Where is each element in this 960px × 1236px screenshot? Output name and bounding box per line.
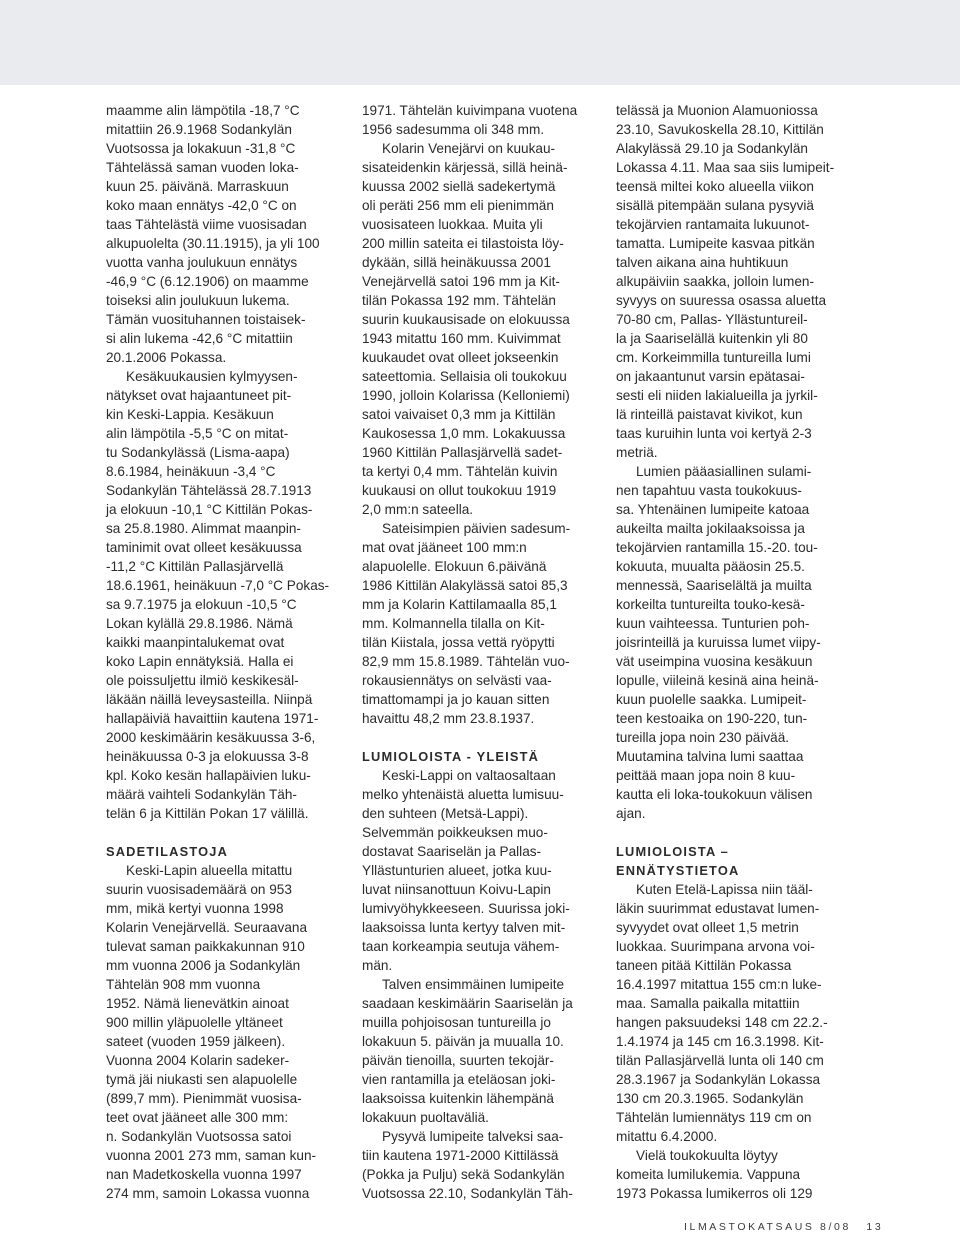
text-line: si alin lukema -42,6 °C mitattiin — [106, 331, 293, 346]
text-line: taneen pitää Kittilän Pokassa — [616, 958, 792, 973]
text-line: 2000 keskimäärin kesäkuussa 3-6, — [106, 730, 316, 745]
text-line: suurin vuosisademäärä on 953 — [106, 882, 292, 897]
text-line: korkeilta tuntureilta touko-kesä- — [616, 597, 805, 612]
text-line: -11,2 °C Kittilän Pallasjärvellä — [106, 559, 284, 574]
text-line: havaittu 48,2 mm 23.8.1937. — [362, 711, 535, 726]
text-line: Selvemmän poikkeuksen muo- — [362, 825, 548, 840]
text-line: vät useimpina vuosina kesäkuun — [616, 654, 813, 669]
text-line: mat ovat jääneet 100 mm:n — [362, 540, 527, 555]
text-line: syvyydet ovat olleet 1,5 metrin — [616, 920, 799, 935]
section-heading: ENNÄTYSTIETOA — [616, 863, 740, 878]
text-line: vien rantamilla ja eteläosan joki- — [362, 1072, 556, 1087]
text-line: Tähtelän 908 mm vuonna — [106, 977, 261, 992]
text-line: suurin kuukausisade on elokuussa — [362, 312, 570, 327]
text-line: Tähtelässä saman vuoden loka- — [106, 160, 299, 175]
text-line: sa 9.7.1975 ja elokuun -10,5 °C — [106, 597, 297, 612]
text-line: lä rinteillä paistavat kivikot, kun — [616, 407, 803, 422]
text-line: nan Madetkoskella vuonna 1997 — [106, 1167, 302, 1182]
text-line: 8.6.1984, heinäkuun -3,4 °C — [106, 464, 276, 479]
text-line: sisateidenkin kärjessä, sillä heinä- — [362, 160, 568, 175]
text-line: satoi vaivaiset 0,3 mm ja Kittilän — [362, 407, 556, 422]
text-line: ta kertyi 0,4 mm. Tähtelän kuivin — [362, 464, 558, 479]
text-line: tymä jäi niukasti sen alapuolelle — [106, 1072, 298, 1087]
text-line: taas Tähtelästä viime vuosisadan — [106, 217, 307, 232]
text-line: kuukausi on ollut toukokuu 1919 — [362, 483, 557, 498]
text-line: Kolarin Venejärvellä. Seuraavana — [106, 920, 308, 935]
text-line: 18.6.1961, heinäkuun -7,0 °C Pokas- — [106, 578, 330, 593]
header-band — [0, 0, 960, 85]
text-line: Vielä toukokuulta löytyy — [636, 1148, 778, 1163]
text-line: (Pokka ja Pulju) sekä Sodankylän — [362, 1167, 565, 1182]
text-line: metriä. — [616, 445, 658, 460]
text-line: Alakylässä 29.10 ja Sodankylän — [616, 141, 808, 156]
text-line: teen kestoaika on 190-220, tun- — [616, 711, 808, 726]
text-line: mm, mikä kertyi vuonna 1998 — [106, 901, 284, 916]
text-line: Vuotsossa 22.10, Sodankylän Täh- — [362, 1186, 573, 1201]
text-line: laaksoissa kuitenkin lähempänä — [362, 1091, 554, 1106]
text-line: 900 millin yläpuolelle yltäneet — [106, 1015, 283, 1030]
text-line: tekojärvien rantamilla 15.-20. tou- — [616, 540, 818, 555]
text-line: Kaukosessa 1,0 mm. Lokakuussa — [362, 426, 566, 441]
section-heading: LUMIOLOISTA – — [616, 844, 729, 859]
paragraph-gap — [616, 823, 856, 842]
text-line: nätykset ovat hajaantuneet pit- — [106, 388, 292, 403]
text-line: tilän Pallasjärvellä lunta oli 140 cm — [616, 1053, 824, 1068]
text-line: saadaan keskimäärin Saariselän ja — [362, 996, 573, 1011]
text-line: kuukaudet ovat olleet jokseenkin — [362, 350, 559, 365]
text-line: tamatta. Lumipeite kasvaa pitkän — [616, 236, 815, 251]
text-line: heinäkuussa 0-3 ja elokuussa 3-8 — [106, 749, 309, 764]
text-line: koko maan ennätys -42,0 °C on — [106, 198, 297, 213]
text-line: lopulle, viileinä kesinä aina heinä- — [616, 673, 819, 688]
text-line: oli peräti 256 mm eli pienimmän — [362, 198, 554, 213]
text-line: (899,7 mm). Pienimmät vuosisa- — [106, 1091, 302, 1106]
text-line: Vuotsossa ja lokakuun -31,8 °C — [106, 141, 296, 156]
text-line: ajan. — [616, 806, 646, 821]
text-line: muilla pohjoisosan tuntureilla jo — [362, 1015, 551, 1030]
text-line: 1952. Nämä lienevätkin ainoat — [106, 996, 289, 1011]
text-line: kin Keski-Lappia. Kesäkuun — [106, 407, 274, 422]
text-line: 1.4.1974 ja 145 cm 16.3.1998. Kit- — [616, 1034, 824, 1049]
text-line: alkupuolelta (30.11.1915), ja yli 100 — [106, 236, 320, 251]
text-line: teet ovat jääneet alle 300 mm: — [106, 1110, 289, 1125]
text-line: kpl. Koko kesän hallapäivien luku- — [106, 768, 311, 783]
page-number: 13 — [866, 1221, 884, 1233]
text-line: nen tapahtuu vasta toukokuus- — [616, 483, 802, 498]
text-line: Kuten Etelä-Lapissa niin tääl- — [636, 882, 813, 897]
text-line: 1956 sadesumma oli 348 mm. — [362, 122, 545, 137]
text-line: 1973 Pokassa lumikerros oli 129 — [616, 1186, 813, 1201]
text-line: peittää maan jopa noin 8 kuu- — [616, 768, 796, 783]
text-line: teensä miltei koko alueella viikon — [616, 179, 814, 194]
text-line: 200 millin sateita ei tilastoista löy- — [362, 236, 564, 251]
text-line: 1971. Tähtelän kuivimpana vuotena — [362, 103, 578, 118]
text-line: sa. Yhtenäinen lumipeite katoaa — [616, 502, 810, 517]
text-line: hangen paksuudeksi 148 cm 22.2.- — [616, 1015, 828, 1030]
text-line: läkin suurimmat edustavat lumen- — [616, 901, 820, 916]
text-line: Yllästunturien alueet, jotka kuu- — [362, 863, 552, 878]
text-line: tu Sodankylässä (Lisma-aapa) — [106, 445, 290, 460]
text-line: määrä vaihteli Sodankylän Täh- — [106, 787, 297, 802]
text-line: 130 cm 20.3.1965. Sodankylän — [616, 1091, 804, 1106]
text-line: cm. Korkeimmilla tuntureilla lumi — [616, 350, 811, 365]
text-line: Sodankylän Tähtelässä 28.7.1913 — [106, 483, 312, 498]
text-line: vuonna 2001 273 mm, saman kun- — [106, 1148, 317, 1163]
text-line: kokuuta, muualta pääosin 25.5. — [616, 559, 805, 574]
text-line: kuussa 2002 siellä sadekertymä — [362, 179, 556, 194]
text-line: lumivyöhykkeeseen. Suurissa joki- — [362, 901, 570, 916]
text-line: Tähtelän lumiennätys 119 cm on — [616, 1110, 812, 1125]
text-line: Pysyvä lumipeite talveksi saa- — [382, 1129, 564, 1144]
text-line: kautta eli loka-toukokuun välisen — [616, 787, 813, 802]
text-line: maamme alin lämpötila -18,7 °C — [106, 103, 300, 118]
text-line: telän 6 ja Kittilän Pokan 17 välillä. — [106, 806, 309, 821]
section-heading: LUMIOLOISTA - YLEISTÄ — [362, 749, 540, 764]
text-line: alapuolelle. Elokuun 6.päivänä — [362, 559, 547, 574]
text-line: talven aikana aina huhtikuun — [616, 255, 789, 270]
text-line: aukeilta mailta jokilaaksoissa ja — [616, 521, 805, 536]
text-line: 16.4.1997 mitattua 155 cm:n luke- — [616, 977, 822, 992]
text-line: sateettomia. Sellaisia oli toukokuu — [362, 369, 567, 384]
text-line: 1943 mitattu 160 mm. Kuivimmat — [362, 331, 561, 346]
text-line: timattomampi ja jo kauan sitten — [362, 692, 550, 707]
text-line: taas kuruihin lunta voi kertyä 2-3 — [616, 426, 812, 441]
text-line: dostavat Saariselän ja Pallas- — [362, 844, 542, 859]
text-line: sesti eli niiden lakialueilla ja jyrkil- — [616, 388, 818, 403]
text-line: alin lämpötila -5,5 °C on mitat- — [106, 426, 289, 441]
text-line: 28.3.1967 ja Sodankylän Lokassa — [616, 1072, 821, 1087]
text-line: kuun 25. päivänä. Marraskuun — [106, 179, 289, 194]
text-line: Vuonna 2004 Kolarin sadeker- — [106, 1053, 290, 1068]
text-line: melko yhtenäistä aluetta lumisuu- — [362, 787, 564, 802]
text-line: n. Sodankylän Vuotsossa satoi — [106, 1129, 292, 1144]
text-line: Kolarin Venejärvi on kuukau- — [382, 141, 556, 156]
text-line: tiin kautena 1971-2000 Kittilässä — [362, 1148, 559, 1163]
text-line: sateet (vuoden 1959 jälkeen). — [106, 1034, 286, 1049]
text-line: Venejärvellä satoi 196 mm ja Kit- — [362, 274, 560, 289]
text-line: Muutamina talvina lumi saattaa — [616, 749, 804, 764]
text-line: syvyys on suuressa osassa aluetta — [616, 293, 827, 308]
text-line: Keski-Lapin alueella mitattu — [126, 863, 293, 878]
text-line: sisällä pitempään sulana pysyviä — [616, 198, 814, 213]
text-line: alkupäiviin saakka, jolloin lumen- — [616, 274, 814, 289]
text-line: taminimit ovat olleet kesäkuussa — [106, 540, 302, 555]
text-line: 82,9 mm 15.8.1989. Tähtelän vuo- — [362, 654, 570, 669]
text-line: tekojärvien rantamaita lukuunot- — [616, 217, 810, 232]
text-line: la ja Saariselällä kuitenkin yli 80 — [616, 331, 808, 346]
page-footer — [684, 1221, 883, 1233]
text-line: 20.1.2006 Pokassa. — [106, 350, 227, 365]
text-line: män. — [362, 958, 393, 973]
text-line: mm ja Kolarin Kattilamaalla 85,1 — [362, 597, 557, 612]
text-line: toiseksi alin joulukuun lukema. — [106, 293, 290, 308]
text-column-3 — [616, 101, 856, 1203]
text-line: ja elokuun -10,1 °C Kittilän Pokas- — [106, 502, 313, 517]
text-line: komeita lumilukemia. Vappuna — [616, 1167, 801, 1182]
text-line: 1960 Kittilän Pallasjärvellä sadet- — [362, 445, 563, 460]
text-line: Tämän vuosituhannen toistaisek- — [106, 312, 306, 327]
text-line: lokakuun 5. päivän ja muualla 10. — [362, 1034, 564, 1049]
paragraph-gap — [106, 823, 346, 842]
text-line: 1986 Kittilän Alakylässä satoi 85,3 — [362, 578, 568, 593]
text-line: tureilla jopa noin 230 päivää. — [616, 730, 790, 745]
text-line: mennessä, Saariselältä ja muilta — [616, 578, 812, 593]
text-line: maa. Samalla paikalla mitattiin — [616, 996, 800, 1011]
text-line: koko Lapin ennätyksiä. Halla ei — [106, 654, 294, 669]
text-line: on jakaantunut varsin epätasai- — [616, 369, 805, 384]
text-line: tulevat saman paikkakunnan 910 — [106, 939, 305, 954]
text-line: joisrinteillä ja kuruissa lumet viipy- — [616, 635, 821, 650]
text-line: dykään, sillä heinäkuussa 2001 — [362, 255, 551, 270]
text-line: ole poissuljettu ilmiö keskikesäl- — [106, 673, 299, 688]
text-line: rokausiennätys on selvästi vaa- — [362, 673, 552, 688]
text-line: Talven ensimmäinen lumipeite — [382, 977, 565, 992]
text-line: hallapäiviä havaittiin kautena 1971- — [106, 711, 319, 726]
text-line: -46,9 °C (6.12.1906) on maamme — [106, 274, 309, 289]
text-line: mitattiin 26.9.1968 Sodankylän — [106, 122, 292, 137]
text-column-1 — [106, 101, 346, 1203]
text-line: 2,0 mm:n sateella. — [362, 502, 474, 517]
text-line: Lumien pääasiallinen sulami- — [636, 464, 812, 479]
text-line: luokkaa. Suurimpana arvona voi- — [616, 939, 815, 954]
text-line: lokakuun puoltaväliä. — [362, 1110, 489, 1125]
text-line: tilän Kiistala, jossa vettä ryöpytti — [362, 635, 555, 650]
text-line: kuun puolelle saakka. Lumipeit- — [616, 692, 807, 707]
text-line: mm vuonna 2006 ja Sodankylän — [106, 958, 301, 973]
text-line: tilän Pokassa 192 mm. Tähtelän — [362, 293, 556, 308]
text-line: 70-80 cm, Pallas- Yllästuntureil- — [616, 312, 808, 327]
text-line: vuotta vanha joulukuun ennätys — [106, 255, 298, 270]
text-line: laaksoissa lunta kertyy talven mit- — [362, 920, 566, 935]
text-line: läkään näillä leveysasteilla. Niinpä — [106, 692, 313, 707]
text-line: 1990, jolloin Kolarissa (Kelloniemi) — [362, 388, 570, 403]
text-line: Keski-Lappi on valtaosaltaan — [382, 768, 556, 783]
text-line: luvat niinsanottuun Koivu-Lapin — [362, 882, 551, 897]
text-line: Lokan kylällä 29.8.1986. Nämä — [106, 616, 293, 631]
paragraph-gap — [362, 728, 602, 747]
text-line: kaikki maanpintalukemat ovat — [106, 635, 285, 650]
text-line: Lokassa 4.11. Maa saa siis lumipeit- — [616, 160, 835, 175]
text-line: Kesäkuukausien kylmyysen- — [126, 369, 298, 384]
text-line: Sateisimpien päivien sadesum- — [382, 521, 571, 536]
text-line: 23.10, Savukoskella 28.10, Kittilän — [616, 122, 824, 137]
text-line: telässä ja Muonion Alamuoniossa — [616, 103, 818, 118]
text-line: mm. Kolmannella tilalla on Kit- — [362, 616, 545, 631]
text-line: vuosisateen luokkaa. Muita yli — [362, 217, 543, 232]
publication-name: ILMASTOKATSAUS 8/08 — [684, 1221, 851, 1233]
text-line: 274 mm, samoin Lokassa vuonna — [106, 1186, 310, 1201]
text-line: sa 25.8.1980. Alimmat maanpin- — [106, 521, 301, 536]
text-line: taan korkeampia seutuja vähem- — [362, 939, 560, 954]
text-column-2 — [362, 101, 602, 1203]
text-line: päivän tienoilla, suurten tekojär- — [362, 1053, 554, 1068]
text-line: den suhteen (Metsä-Lappi). — [362, 806, 529, 821]
section-heading: SADETILASTOJA — [106, 844, 229, 859]
text-line: mitattu 6.4.2000. — [616, 1129, 718, 1144]
text-line: kuun vaihteessa. Tunturien poh- — [616, 616, 810, 631]
